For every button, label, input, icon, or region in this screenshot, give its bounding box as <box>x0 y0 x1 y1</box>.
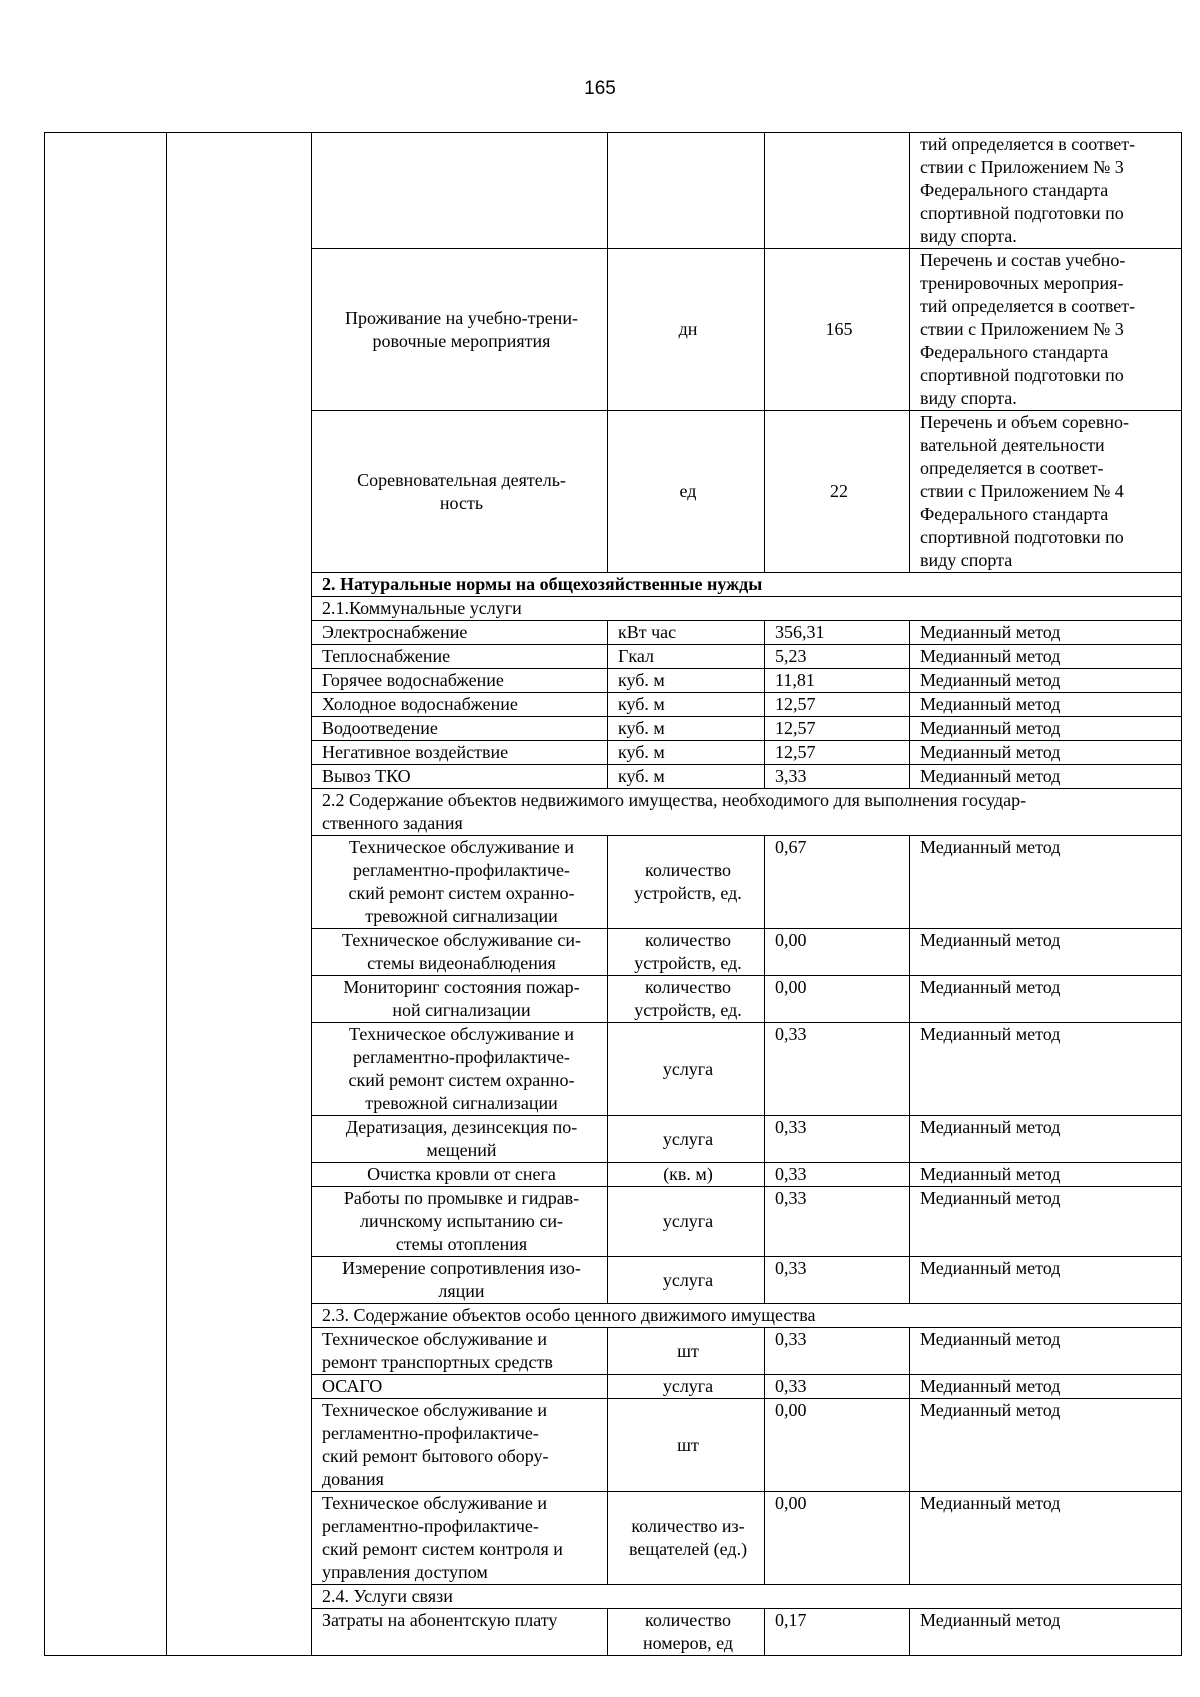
item-unit: ед <box>608 411 765 573</box>
left-margin-column <box>45 133 167 1656</box>
item-method: Медианный метод <box>910 836 1182 929</box>
item-method: Медианный метод <box>910 1187 1182 1257</box>
item-unit: количество устройств, ед. <box>608 929 765 976</box>
item-name: Измерение сопротивления изо- ляции <box>312 1257 608 1304</box>
table-row <box>45 133 1182 249</box>
item-method: тий определяется в соответ- ствии с Приложением № 3 Федерального стандарта спортивной подготовки по виду спорта. <box>910 133 1182 249</box>
item-value: 165 <box>765 249 910 411</box>
item-value: 11,81 <box>765 669 910 693</box>
item-unit: куб. м <box>608 741 765 765</box>
subsection-title: 2.1.Коммунальные услуги <box>312 597 1182 621</box>
item-unit: услуга <box>608 1116 765 1163</box>
item-unit: шт <box>608 1328 765 1375</box>
item-name: Проживание на учебно-трени- ровочные мероприятия <box>312 249 608 411</box>
item-name: Теплоснабжение <box>312 645 608 669</box>
item-method: Медианный метод <box>910 693 1182 717</box>
item-value: 0,00 <box>765 1492 910 1585</box>
item-unit: услуга <box>608 1023 765 1116</box>
item-value: 0,00 <box>765 929 910 976</box>
item-unit: количество устройств, ед. <box>608 976 765 1023</box>
item-unit: количество из- вещателей (ед.) <box>608 1492 765 1585</box>
item-name: Холодное водоснабжение <box>312 693 608 717</box>
item-unit: дн <box>608 249 765 411</box>
item-value: 0,33 <box>765 1116 910 1163</box>
item-name: Техническое обслуживание и ремонт транспортных средств <box>312 1328 608 1375</box>
item-unit: количество номеров, ед <box>608 1609 765 1656</box>
item-value: 0,33 <box>765 1257 910 1304</box>
item-value: 0,00 <box>765 1399 910 1492</box>
item-value <box>765 133 910 249</box>
item-unit: шт <box>608 1399 765 1492</box>
item-name: Техническое обслуживание си- стемы видеонаблюдения <box>312 929 608 976</box>
item-name: Водоотведение <box>312 717 608 741</box>
item-value: 0,17 <box>765 1609 910 1656</box>
item-unit: количество устройств, ед. <box>608 836 765 929</box>
item-value: 0,33 <box>765 1023 910 1116</box>
item-method: Медианный метод <box>910 976 1182 1023</box>
item-method: Перечень и состав учебно- тренировочных мероприя- тий определяется в соответ- ствии с Приложением № 3 Федерального стандарта спортивной подготовки по виду спорта. <box>910 249 1182 411</box>
page-number: 165 <box>584 78 616 99</box>
item-unit: куб. м <box>608 693 765 717</box>
item-method: Медианный метод <box>910 765 1182 789</box>
section-header: 2. Натуральные нормы на общехозяйственные нужды <box>312 573 1182 597</box>
item-unit: кВт час <box>608 621 765 645</box>
item-method: Медианный метод <box>910 1375 1182 1399</box>
item-value: 356,31 <box>765 621 910 645</box>
item-name: Затраты на абонентскую плату <box>312 1609 608 1656</box>
item-name: Вывоз ТКО <box>312 765 608 789</box>
item-unit: услуга <box>608 1187 765 1257</box>
item-value: 0,00 <box>765 976 910 1023</box>
item-unit: куб. м <box>608 669 765 693</box>
item-name <box>312 133 608 249</box>
item-method: Медианный метод <box>910 1023 1182 1116</box>
item-method: Медианный метод <box>910 1609 1182 1656</box>
item-name: Работы по промывке и гидрав- личнскому испытанию си- стемы отопления <box>312 1187 608 1257</box>
item-name: Мониторинг состояния пожар- ной сигнализации <box>312 976 608 1023</box>
item-method: Медианный метод <box>910 717 1182 741</box>
item-value: 0,67 <box>765 836 910 929</box>
item-name: Техническое обслуживание и регламентно-профилактиче- ский ремонт бытового обору- дования <box>312 1399 608 1492</box>
item-value: 22 <box>765 411 910 573</box>
item-method: Медианный метод <box>910 645 1182 669</box>
item-unit: (кв. м) <box>608 1163 765 1187</box>
item-unit: куб. м <box>608 765 765 789</box>
item-name: Негативное воздействие <box>312 741 608 765</box>
item-value: 12,57 <box>765 741 910 765</box>
item-name: Очистка кровли от снега <box>312 1163 608 1187</box>
item-method: Медианный метод <box>910 1328 1182 1375</box>
item-name: Техническое обслуживание и регламентно-профилактиче- ский ремонт систем охранно- тревожной сигнализации <box>312 836 608 929</box>
item-name: Дератизация, дезинсекция по- мещений <box>312 1116 608 1163</box>
item-method: Медианный метод <box>910 669 1182 693</box>
indicator-column <box>167 133 312 1656</box>
subsection-title: 2.2 Содержание объектов недвижимого имущества, необходимого для выполнения государ- ственного задания <box>312 789 1182 836</box>
item-value: 5,23 <box>765 645 910 669</box>
item-value: 0,33 <box>765 1328 910 1375</box>
item-name: Электроснабжение <box>312 621 608 645</box>
item-method: Медианный метод <box>910 741 1182 765</box>
item-method: Перечень и объем соревно- вательной деятельности определяется в соответ- ствии с Приложением № 4 Федерального стандарта спортивной подготовки по виду спорта <box>910 411 1182 573</box>
item-method: Медианный метод <box>910 621 1182 645</box>
item-value: 12,57 <box>765 717 910 741</box>
item-name: Соревновательная деятель- ность <box>312 411 608 573</box>
item-value: 12,57 <box>765 693 910 717</box>
item-method: Медианный метод <box>910 929 1182 976</box>
item-unit: куб. м <box>608 717 765 741</box>
item-method: Медианный метод <box>910 1257 1182 1304</box>
item-name: Горячее водоснабжение <box>312 669 608 693</box>
item-method: Медианный метод <box>910 1116 1182 1163</box>
subsection-title: 2.3. Содержание объектов особо ценного движимого имущества <box>312 1304 1182 1328</box>
item-method: Медианный метод <box>910 1399 1182 1492</box>
item-unit: услуга <box>608 1257 765 1304</box>
item-name: Техническое обслуживание и регламентно-профилактиче- ский ремонт систем контроля и управления доступом <box>312 1492 608 1585</box>
item-unit <box>608 133 765 249</box>
item-value: 3,33 <box>765 765 910 789</box>
subsection-title: 2.4. Услуги связи <box>312 1585 1182 1609</box>
item-value: 0,33 <box>765 1187 910 1257</box>
item-name: ОСАГО <box>312 1375 608 1399</box>
item-value: 0,33 <box>765 1163 910 1187</box>
item-method: Медианный метод <box>910 1492 1182 1585</box>
item-unit: Гкал <box>608 645 765 669</box>
item-value: 0,33 <box>765 1375 910 1399</box>
item-name: Техническое обслуживание и регламентно-профилактиче- ский ремонт систем охранно- тревожной сигнализации <box>312 1023 608 1116</box>
norms-table <box>44 132 1182 1656</box>
item-method: Медианный метод <box>910 1163 1182 1187</box>
item-unit: услуга <box>608 1375 765 1399</box>
